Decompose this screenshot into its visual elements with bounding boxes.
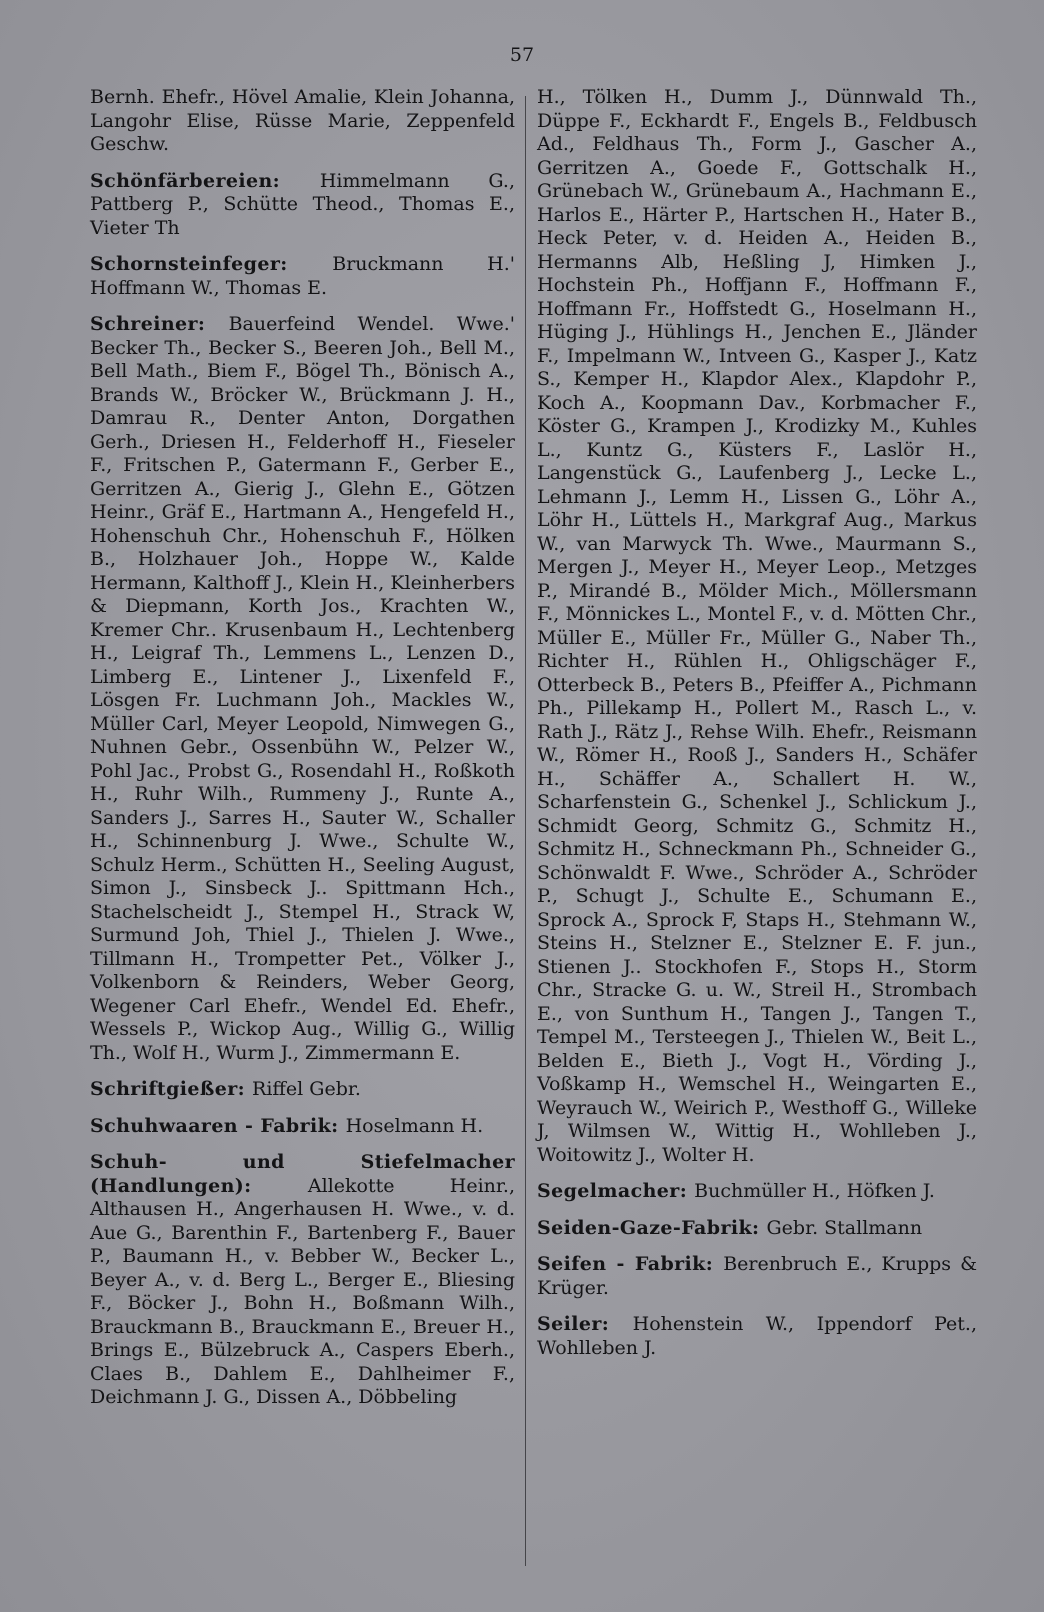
entry-text: Bauerfeind Wendel. Wwe.' Becker Th., Becker S., Beeren Joh., Bell M., Bell Math., Biem F., Bögel Th., Bönisch A., Brands W., Bröcker W., Brückmann J. H., Damrau R., Denter Anton, Dorgathen Gerh., Driesen H., Felderhoff H., Fieseler F., Fritschen P., Gatermann F., Gerber E., Gerritzen A., Gierig J., Glehn E., Götzen Heinr., Gräf E., Hartmann A., Hengefeld H., Hohenschuh Chr., Hohenschuh F., Hölken B., Holzhauer Joh., Hoppe W., Kalde Hermann, Kalthoff J., Klein H., Kleinherbers & Diepmann, Korth Jos., Krachten W., Kremer Chr.. Krusenbaum H., Lechtenberg H., Leigraf Th., Lemmens L., Lenzen D., Limberg E., Lintener J., Lixenfeld F., Lösgen Fr. Luchmann Joh., Mackles W., Müller Carl, Meyer Leopold, Nimwegen G., Nuhnen Gebr., Ossenbühn W., Pelzer W., Pohl Jac., Probst G., Rosendahl H., Roßkoth H., Ruhr Wilh., Rummeny J., Runte A., Sanders J., Sarres H., Sauter W., Schaller H., Schinnenburg J. Wwe., Schulte W., Schulz Herm., Schütten H., Seeling August, Simon J., Sinsbeck J.. Spittmann Hch., Stachelscheidt J., Stempel H., Strack W, Surmund Joh, Thiel J., Thielen J. Wwe., Tillmann H., Trompetter Pet., Völker J., Volkenborn & Reinders, Weber Georg, Wegener Carl Ehefr., Wendel Ed. Ehefr., Wessels P., Wickop Aug., Willig G., Willig Th., Wolf H., Wurm J., Zimmermann E. (90, 313, 515, 1064)
entry-text: Bruckmann H.' Hoffmann W., Thomas E. (90, 253, 515, 299)
column-divider (525, 96, 526, 1566)
trade-heading: Seiden-Gaze-Fabrik: (537, 1216, 760, 1239)
entry-text: Hohenstein W., Ippendorf Pet., Wohlleben J. (537, 1313, 977, 1359)
trade-heading: Schönfärbereien: (90, 169, 281, 192)
entry-continuation (537, 86, 977, 1167)
entry-seiden-gaze-fabrik (537, 1217, 977, 1241)
trade-heading: Schuh- und Stiefelmacher (Handlungen): (90, 1151, 515, 1197)
entry-text: Berenbruch E., Krupps & Krüger. (537, 1253, 978, 1299)
entry-schuhwaaren-fabrik (90, 1115, 515, 1139)
page-number: 57 (509, 44, 535, 66)
entry-schreiner (90, 313, 515, 1065)
entry-schuh-stiefelmacher (90, 1151, 515, 1410)
entry-continuation (90, 86, 515, 157)
entry-text: Allekotte Heinr., Althausen H., Angerhausen H. Wwe., v. d. Aue G., Barenthin F., Bartenberg F., Bauer P., Baumann H., v. Bebber W., Becker L., Beyer A., v. d. Berg L., Berger E., Bliesing F., Böcker J., Bohn H., Boßmann Wilh., Brauckmann B., Brauckmann E., Breuer H., Brings E., Bülzebruck A., Caspers Eberh., Claes B., Dahlem E., Dahlheimer F., Deichmann J. G., Dissen A., Döbbeling (90, 1174, 515, 1408)
trade-heading: Schriftgießer: (90, 1078, 246, 1100)
trade-heading: Schuhwaaren - Fabrik: (90, 1114, 339, 1137)
entry-schriftgiesser (90, 1078, 515, 1102)
entry-text: H., Tölken H., Dumm J., Dünnwald Th., Düppe F., Eckhardt F., Engels B., Feldbusch Ad., Feldhaus Th., Form J., Gascher A., Gerritzen A., Goede F., Gottschalk H., Grünebach W., Grünebaum A., Hachmann E., Harlos E., Härter P., Hartschen H., Hater B., Heck Peter, v. d. Heiden A., Heiden B., Hermanns Alb, Heßling J, Himken J., Hochstein Ph., Hoffjann F., Hoffmann F., Hoffmann Fr., Hoffstedt G., Hoselmann H., Hüging J., Hühlings H., Jenchen E., Jländer F., Impelmann W., Intveen G., Kasper J., Katz S., Kemper H., Klapdor Alex., Klapdohr P., Koch A., Koopmann Dav., Korbmacher F., Köster G., Krampen J., Krodizky M., Kuhles L., Kuntz G., Küsters F., Laslör H., Langenstück G., Laufenberg J., Lecke L., Lehmann J., Lemm H., Lissen G., Löhr A., Löhr H., Lüttels H., Markgraf Aug., Markus W., van Marwyck Th. Wwe., Maurmann S., Mergen J., Meyer H., Meyer Leop., Metzges P., Mirandé B., Mölder Mich., Möllersmann F., Mönnickes L., Montel F., v. d. Mötten Chr., Müller E., Müller Fr., Müller G., Naber Th., Richter H., Rühlen H., Ohligschäger F., Otterbeck B., Peters B., Pfeiffer A., Pichmann Ph., Pillekamp H., Pollert M., Rasch L., v. Rath J., Rätz J., Rehse Wilh. Ehefr., Reismann W., Römer H., Rooß J., Sanders H., Schäfer H., Schäffer A., Schallert H. W., Scharfenstein G., Schenkel J., Schlickum J., Schmidt Georg, Schmitz G., Schmitz H., Schmitz H., Schneckmann Ph., Schneider G., Schönwaldt F. Wwe., Schröder A., Schröder P., Schugt J., Schulte E., Schumann E., Sprock A., Sprock F, Staps H., Stehmann W., Steins H., Stelzner E., Stelzner E. F. jun., Stienen J.. Stockhofen F., Stops H., Storm Chr., Stracke G. u. W., Streil H., Strombach E., von Sunthum H., Tangen J., Tangen T., Tempel M., Tersteegen J., Thielen W., Beit L., Belden E., Bieth J., Vogt H., Vörding J., Voßkamp H., Wemschel H., Weingarten E., Weyrauch W., Weirich P., Westhoff G., Willeke J, Wilmsen W., Wittig H., Wohlleben J., Woitowitz J., Wolter H. (537, 86, 977, 1166)
right-column (537, 86, 977, 1360)
entry-text: Bernh. Ehefr., Hövel Amalie, Klein Johanna, Langohr Elise, Rüsse Marie, Zeppenfeld Geschw. (90, 86, 515, 155)
trade-heading: Segelmacher: (537, 1180, 688, 1202)
entry-text: Gebr. Stallmann (766, 1216, 923, 1239)
entry-schornsteinfeger (90, 253, 515, 300)
left-column (90, 86, 515, 1410)
entry-seiler (537, 1313, 977, 1360)
trade-heading: Seiler: (537, 1313, 610, 1335)
entry-schoenfaerbereien (90, 170, 515, 241)
entry-text: Himmelmann G., Pattberg P., Schütte Theod., Thomas E., Vieter Th (90, 169, 516, 239)
entry-segelmacher (537, 1180, 977, 1204)
entry-text: Hoselmann H. (345, 1114, 484, 1137)
trade-heading: Schornsteinfeger: (90, 253, 288, 275)
trade-heading: Schreiner: (90, 313, 206, 335)
trade-heading: Seifen - Fabrik: (537, 1253, 714, 1275)
entry-text: Buchmüller H., Höfken J. (694, 1180, 935, 1202)
entry-text: Riffel Gebr. (252, 1078, 361, 1100)
entry-seifen-fabrik (537, 1253, 977, 1300)
